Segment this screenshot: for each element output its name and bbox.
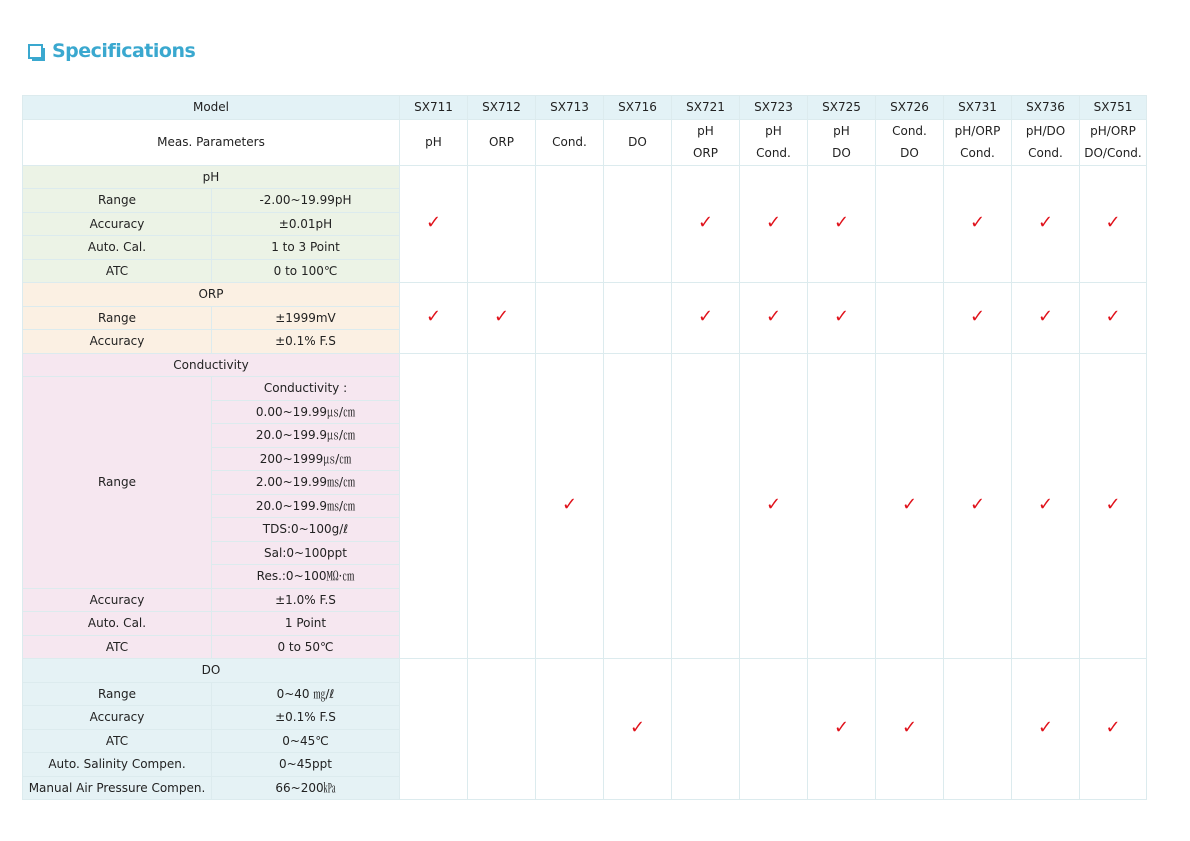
check-cell xyxy=(468,283,536,354)
group-title-row xyxy=(23,353,1147,377)
check-cell xyxy=(468,659,536,800)
param-label: ATC xyxy=(23,635,212,659)
param-value: 0 to 100℃ xyxy=(212,259,400,283)
check-cell xyxy=(808,659,876,800)
check-icon: ✓ xyxy=(561,494,578,515)
model-name: SX723 xyxy=(740,96,808,120)
param-value: 1 to 3 Point xyxy=(212,236,400,260)
meas-parameter xyxy=(1012,119,1080,165)
param-label: ATC xyxy=(23,259,212,283)
check-cell xyxy=(536,165,604,283)
param-label: Accuracy xyxy=(23,706,212,730)
group-title: Conductivity xyxy=(23,353,400,377)
section-header xyxy=(28,40,195,62)
model-header: Model xyxy=(23,96,400,120)
check-cell xyxy=(944,165,1012,283)
param-label: Range xyxy=(23,189,212,213)
meas-parameter-line: pH xyxy=(425,134,442,149)
model-row xyxy=(23,96,1147,120)
param-value: 66~200㎪ xyxy=(212,776,400,800)
param-value: ±1999mV xyxy=(212,306,400,330)
check-cell xyxy=(468,165,536,283)
meas-parameter-line: DO/Cond. xyxy=(1084,146,1142,160)
param-label: Auto. Cal. xyxy=(23,612,212,636)
check-cell xyxy=(604,283,672,354)
check-cell xyxy=(944,283,1012,354)
param-value: 0 to 50℃ xyxy=(212,635,400,659)
check-icon: ✓ xyxy=(697,212,714,233)
meas-parameter-line: pH/ORP xyxy=(954,123,1001,138)
check-cell xyxy=(604,353,672,659)
check-cell xyxy=(536,353,604,659)
param-value: ±0.01pH xyxy=(212,212,400,236)
check-icon: ✓ xyxy=(969,494,986,515)
check-icon: ✓ xyxy=(969,212,986,233)
meas-parameter-line: pH/ORP xyxy=(1090,123,1136,138)
param-label: Manual Air Pressure Compen. xyxy=(23,776,212,800)
meas-parameter-line: pH xyxy=(833,123,850,138)
check-icon: ✓ xyxy=(493,306,510,327)
meas-parameter xyxy=(740,119,808,165)
param-value: 0.00~19.99㎲/㎝ xyxy=(212,400,400,424)
param-label: ATC xyxy=(23,729,212,753)
meas-parameter xyxy=(536,119,604,165)
check-icon: ✓ xyxy=(1105,717,1121,739)
check-cell xyxy=(672,353,740,659)
param-value: 1 Point xyxy=(212,612,400,636)
check-icon: ✓ xyxy=(425,212,442,233)
check-icon: ✓ xyxy=(629,717,646,739)
model-name: SX712 xyxy=(468,96,536,120)
param-label: Range xyxy=(23,306,212,330)
model-name: SX713 xyxy=(536,96,604,120)
group-title-row xyxy=(23,165,1147,189)
param-value: -2.00~19.99pH xyxy=(212,189,400,213)
check-cell xyxy=(1080,353,1147,659)
meas-parameter-line: pH xyxy=(697,123,714,138)
param-value: Conductivity : xyxy=(212,377,400,401)
check-icon: ✓ xyxy=(1037,717,1054,739)
group-title-row xyxy=(23,659,1147,683)
meas-parameter xyxy=(808,119,876,165)
param-label: Accuracy xyxy=(23,330,212,354)
check-icon: ✓ xyxy=(425,306,442,327)
param-label: Range xyxy=(23,377,212,589)
check-icon: ✓ xyxy=(833,306,850,327)
check-cell xyxy=(672,283,740,354)
model-name: SX721 xyxy=(672,96,740,120)
check-icon: ✓ xyxy=(1105,494,1121,515)
check-icon: ✓ xyxy=(697,306,714,327)
square-bullet-icon xyxy=(28,44,43,59)
check-cell xyxy=(400,353,468,659)
check-icon: ✓ xyxy=(1105,306,1121,327)
check-icon: ✓ xyxy=(1105,212,1121,233)
param-label: Auto. Salinity Compen. xyxy=(23,753,212,777)
check-icon: ✓ xyxy=(1037,212,1054,233)
param-value: TDS:0~100g/ℓ xyxy=(212,518,400,542)
meas-row xyxy=(23,119,1147,165)
meas-parameter-line: DO xyxy=(900,146,919,160)
page-title: Specifications xyxy=(52,40,196,62)
meas-parameter-line: ORP xyxy=(488,134,515,149)
meas-parameter xyxy=(1080,119,1147,165)
meas-parameter-line: pH/DO xyxy=(1025,123,1066,138)
group-title: ORP xyxy=(23,283,400,307)
meas-parameter-line: Cond. xyxy=(960,146,995,160)
check-cell xyxy=(1080,165,1147,283)
param-value: Sal:0~100ppt xyxy=(212,541,400,565)
check-cell xyxy=(536,283,604,354)
param-label: Auto. Cal. xyxy=(23,236,212,260)
check-icon: ✓ xyxy=(833,212,850,233)
check-cell xyxy=(400,283,468,354)
check-cell xyxy=(740,283,808,354)
check-icon: ✓ xyxy=(765,212,782,233)
param-value: ±1.0% F.S xyxy=(212,588,400,612)
model-name: SX736 xyxy=(1012,96,1080,120)
check-cell xyxy=(400,659,468,800)
meas-parameter-line: Cond. xyxy=(1028,146,1063,160)
check-cell xyxy=(876,165,944,283)
meas-parameter-line: ORP xyxy=(692,146,719,160)
check-cell xyxy=(808,165,876,283)
check-cell xyxy=(1012,353,1080,659)
model-name: SX711 xyxy=(400,96,468,120)
param-value: 20.0~199.9㎳/㎝ xyxy=(212,494,400,518)
param-value: ±0.1% F.S xyxy=(212,706,400,730)
check-icon: ✓ xyxy=(833,717,850,739)
check-icon: ✓ xyxy=(1037,494,1054,515)
check-cell xyxy=(672,659,740,800)
group-title: DO xyxy=(23,659,400,683)
meas-parameter xyxy=(876,119,944,165)
meas-parameter-line: Cond. xyxy=(756,146,791,160)
meas-parameter-line: DO xyxy=(628,134,647,149)
check-cell xyxy=(944,659,1012,800)
check-cell xyxy=(536,659,604,800)
meas-parameter-line: Cond. xyxy=(892,123,927,138)
check-cell xyxy=(1080,659,1147,800)
param-value: 20.0~199.9㎲/㎝ xyxy=(212,424,400,448)
check-cell xyxy=(740,659,808,800)
check-cell xyxy=(808,353,876,659)
meas-header: Meas. Parameters xyxy=(23,119,400,165)
model-name: SX731 xyxy=(944,96,1012,120)
check-cell xyxy=(1080,283,1147,354)
param-value: 200~1999㎲/㎝ xyxy=(212,447,400,471)
param-label: Range xyxy=(23,682,212,706)
check-cell xyxy=(876,659,944,800)
group-title-row xyxy=(23,283,1147,307)
group-title: pH xyxy=(23,165,400,189)
meas-parameter-line: DO xyxy=(832,146,851,160)
meas-parameter xyxy=(604,119,672,165)
check-cell xyxy=(672,165,740,283)
meas-parameter xyxy=(400,119,468,165)
check-cell xyxy=(604,659,672,800)
check-icon: ✓ xyxy=(765,306,782,327)
param-label: Accuracy xyxy=(23,212,212,236)
check-icon: ✓ xyxy=(1037,306,1054,327)
check-cell xyxy=(740,353,808,659)
check-cell xyxy=(1012,165,1080,283)
check-icon: ✓ xyxy=(765,494,782,515)
model-name: SX726 xyxy=(876,96,944,120)
meas-parameter xyxy=(468,119,536,165)
check-icon: ✓ xyxy=(901,717,918,739)
param-value: Res.:0~100㏁·㎝ xyxy=(212,565,400,589)
meas-parameter-line: pH xyxy=(765,123,782,138)
check-cell xyxy=(1012,659,1080,800)
check-cell xyxy=(400,165,468,283)
param-value: 0~45℃ xyxy=(212,729,400,753)
check-cell xyxy=(944,353,1012,659)
check-cell xyxy=(808,283,876,354)
meas-parameter xyxy=(944,119,1012,165)
param-value: ±0.1% F.S xyxy=(212,330,400,354)
check-icon: ✓ xyxy=(901,494,918,515)
param-value: 2.00~19.99㎳/㎝ xyxy=(212,471,400,495)
model-name: SX716 xyxy=(604,96,672,120)
param-value: 0~40 ㎎/ℓ xyxy=(212,682,400,706)
check-cell xyxy=(468,353,536,659)
check-cell xyxy=(876,283,944,354)
param-label: Accuracy xyxy=(23,588,212,612)
meas-parameter xyxy=(672,119,740,165)
check-cell xyxy=(604,165,672,283)
check-cell xyxy=(740,165,808,283)
check-cell xyxy=(876,353,944,659)
meas-parameter-line: Cond. xyxy=(552,134,587,149)
model-name: SX725 xyxy=(808,96,876,120)
model-name: SX751 xyxy=(1080,96,1147,120)
specifications-table xyxy=(22,95,1147,800)
check-cell xyxy=(1012,283,1080,354)
param-value: 0~45ppt xyxy=(212,753,400,777)
check-icon: ✓ xyxy=(969,306,986,327)
